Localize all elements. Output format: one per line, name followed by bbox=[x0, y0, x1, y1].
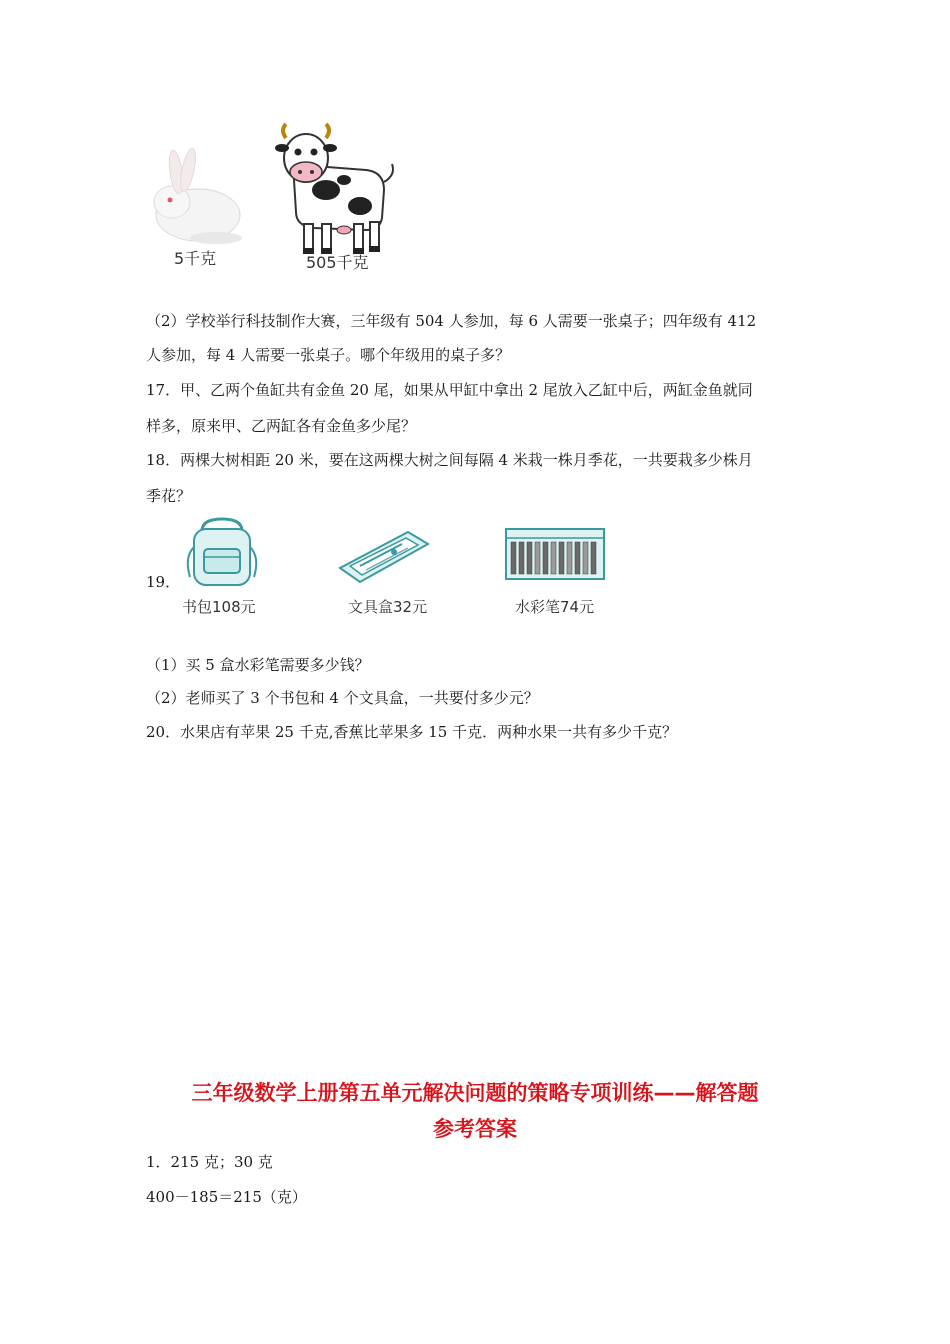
q18-line2: 季花？ bbox=[146, 487, 192, 505]
pencil-case-icon bbox=[336, 528, 432, 586]
cow-icon bbox=[275, 124, 393, 254]
q19-number: 19． bbox=[146, 573, 181, 591]
rabbit-caption: 5千克 bbox=[174, 249, 217, 268]
answer-1: 1．215 克；30 克 bbox=[146, 1153, 273, 1171]
q16-2-line2: 人参加，每 4 人需要一张桌子。哪个年级用的桌子多？ bbox=[146, 346, 511, 364]
answers-subtitle: 参考答案 bbox=[433, 1117, 517, 1141]
backpack-caption: 书包108元 bbox=[182, 598, 256, 616]
pencil-case-caption: 文具盒32元 bbox=[348, 598, 428, 616]
backpack-icon bbox=[182, 517, 262, 589]
q17-line2: 样多，原来甲、乙两缸各有金鱼多少尾？ bbox=[146, 417, 417, 435]
answer-1-calc: 400－185＝215（克） bbox=[146, 1188, 307, 1206]
q19-sub2: （2）老师买了 3 个书包和 4 个文具盒，一共要付多少元？ bbox=[146, 689, 539, 707]
q16-2-line1: （2）学校举行科技制作大赛，三年级有 504 人参加，每 6 人需要一张桌子；四年级有 412 bbox=[146, 312, 757, 330]
q18-line1: 18．两棵大树相距 20 米，要在这两棵大树之间每隔 4 米栽一株月季花，一共要栽多少株月 bbox=[146, 451, 753, 469]
watercolor-pens-caption: 水彩笔74元 bbox=[515, 598, 595, 616]
animals-figure bbox=[146, 120, 406, 275]
watercolor-pens-icon bbox=[505, 528, 605, 580]
q17-line1: 17．甲、乙两个鱼缸共有金鱼 20 尾，如果从甲缸中拿出 2 尾放入乙缸中后，两缸金鱼就同 bbox=[146, 381, 753, 399]
q20-text: 20．水果店有苹果 25 千克,香蕉比苹果多 15 千克．两种水果一共有多少千克？ bbox=[146, 723, 678, 741]
cow-caption: 505千克 bbox=[306, 253, 369, 272]
q19-sub1: （1）买 5 盒水彩笔需要多少钱？ bbox=[146, 656, 370, 674]
answers-title: 三年级数学上册第五单元解决问题的策略专项训练——解答题 bbox=[191, 1081, 759, 1105]
